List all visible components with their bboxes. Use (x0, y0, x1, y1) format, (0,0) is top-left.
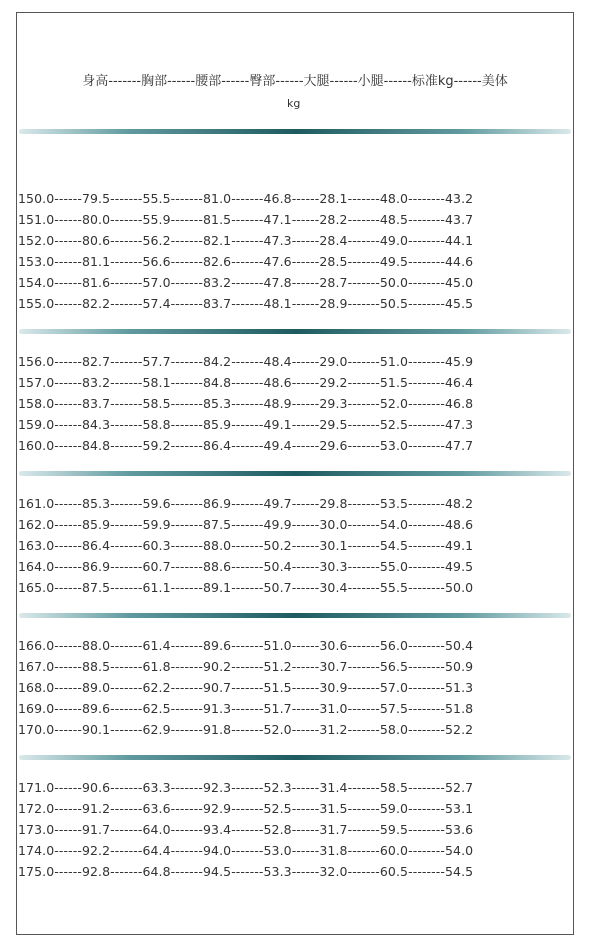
table-row: 156.0------82.7-------57.7-------84.2-------48.4------29.0-------51.0--------45.9 (18, 354, 474, 369)
divider-line (19, 755, 571, 760)
table-row: 159.0------84.3-------58.8-------85.9-------49.1------29.5-------52.5--------47.3 (18, 417, 474, 432)
header-line-2: kg (287, 97, 301, 110)
table-row: 160.0------84.8-------59.2-------86.4-------49.4------29.6-------53.0--------47.7 (18, 438, 474, 453)
table-row: 163.0------86.4-------60.3-------88.0-------50.2------30.1-------54.5--------49.1 (18, 538, 474, 553)
table-row: 167.0------88.5-------61.8-------90.2-------51.2------30.7-------56.5--------50.9 (18, 659, 474, 674)
header-line-1: 身高-------胸部------腰部------臀部------大腿------小腿------标准kg------美体 (82, 74, 508, 89)
table-row: 174.0------92.2-------64.4-------94.0-------53.0------31.8-------60.0--------54.0 (18, 843, 474, 858)
table-row: 151.0------80.0-------55.9-------81.5-------47.1------28.2-------48.5--------43.7 (18, 212, 474, 227)
table-row: 150.0------79.5-------55.5-------81.0-------46.8------28.1-------48.0--------43.2 (18, 191, 474, 206)
table-row: 173.0------91.7-------64.0-------93.4-------52.8------31.7-------59.5--------53.6 (18, 822, 474, 837)
divider-line (19, 129, 571, 134)
table-row: 162.0------85.9-------59.9-------87.5-------49.9------30.0-------54.0--------48.6 (18, 517, 474, 532)
table-row: 165.0------87.5-------61.1-------89.1-------50.7------30.4-------55.5--------50.0 (18, 580, 474, 595)
table-row: 166.0------88.0-------61.4-------89.6-------51.0------30.6-------56.0--------50.4 (18, 638, 474, 653)
divider-line (19, 329, 571, 334)
divider-line (19, 471, 571, 476)
table-row: 161.0------85.3-------59.6-------86.9-------49.7------29.8-------53.5--------48.2 (18, 496, 474, 511)
table-row: 157.0------83.2-------58.1-------84.8-------48.6------29.2-------51.5--------46.4 (18, 375, 474, 390)
table-row: 175.0------92.8-------64.8-------94.5-------53.3------32.0-------60.5--------54.5 (18, 864, 474, 879)
table-row: 154.0------81.6-------57.0-------83.2-------47.8------28.7-------50.0--------45.0 (18, 275, 474, 290)
table-row: 152.0------80.6-------56.2-------82.1-------47.3------28.4-------49.0--------44.1 (18, 233, 474, 248)
table-row: 158.0------83.7-------58.5-------85.3-------48.9------29.3-------52.0--------46.8 (18, 396, 474, 411)
table-row: 168.0------89.0-------62.2-------90.7-------51.5------30.9-------57.0--------51.3 (18, 680, 474, 695)
table-row: 164.0------86.9-------60.7-------88.6-------50.4------30.3-------55.0--------49.5 (18, 559, 474, 574)
table-row: 172.0------91.2-------63.6-------92.9-------52.5------31.5-------59.0--------53.1 (18, 801, 474, 816)
column-header (17, 71, 573, 110)
table-row: 153.0------81.1-------56.6-------82.6-------47.6------28.5-------49.5--------44.6 (18, 254, 474, 269)
divider-line (19, 613, 571, 618)
table-row: 155.0------82.2-------57.4-------83.7-------48.1------28.9-------50.5--------45.5 (18, 296, 474, 311)
size-chart-document (16, 12, 574, 935)
table-row: 169.0------89.6-------62.5-------91.3-------51.7------31.0-------57.5--------51.8 (18, 701, 474, 716)
table-row: 170.0------90.1-------62.9-------91.8-------52.0------31.2-------58.0--------52.2 (18, 722, 474, 737)
table-row: 171.0------90.6-------63.3-------92.3-------52.3------31.4-------58.5--------52.7 (18, 780, 474, 795)
